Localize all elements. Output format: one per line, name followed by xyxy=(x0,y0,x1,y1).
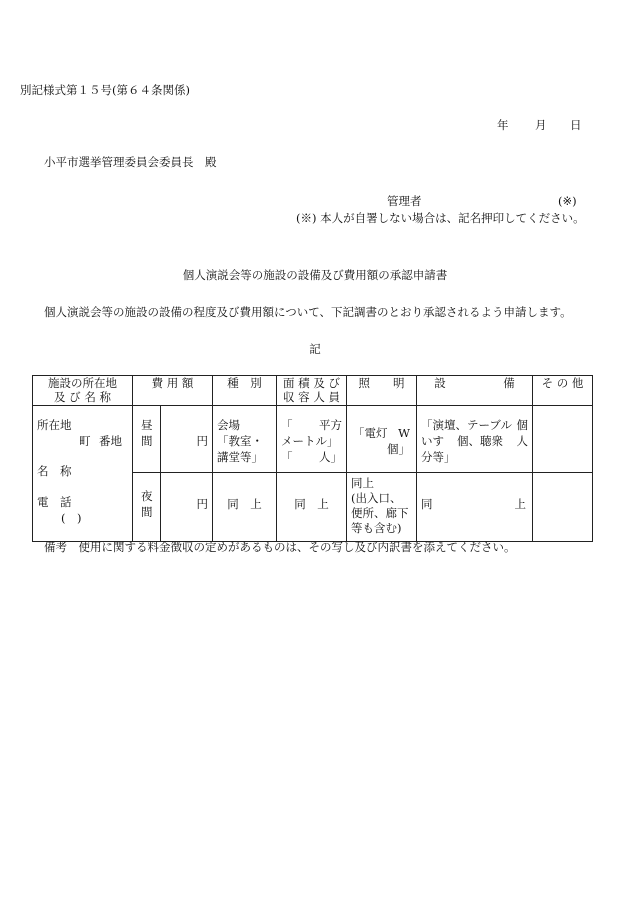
ki-label: 記 xyxy=(309,342,321,356)
night-label-line2: 間 xyxy=(141,505,153,519)
facility-table xyxy=(32,375,593,542)
header-location-line1: 施設の所在地 xyxy=(48,376,117,390)
night-area-text: 同 上 xyxy=(294,497,329,511)
day-area-cell xyxy=(277,406,347,473)
date-year-label: 年 xyxy=(497,118,509,132)
day-kind-cell xyxy=(213,406,277,473)
night-light-line2: (出入口、 xyxy=(351,491,402,505)
manager-label: 管理者 xyxy=(387,194,422,208)
header-light: 照 明 xyxy=(347,376,417,406)
header-other: そ の 他 xyxy=(533,376,593,406)
day-area-unit1: 平方 xyxy=(319,418,342,432)
table-row-day xyxy=(33,406,593,473)
intro-text: 個人演説会等の施設の設備の程度及び費用額について、下記調書のとおり承認されるよう申請します。 xyxy=(44,305,572,319)
header-equip: 設 備 xyxy=(417,376,533,406)
night-light-line4: 等も含む) xyxy=(351,521,402,535)
location-phone-paren: ( ) xyxy=(61,511,82,525)
day-area-bracket3: 「 xyxy=(281,450,293,464)
day-area-line2: メートル」 xyxy=(281,434,339,448)
table-header-row xyxy=(33,376,593,406)
night-equip-b: 上 xyxy=(514,497,526,511)
night-equip-a: 同 xyxy=(421,497,433,511)
day-equip-line3: 分等」 xyxy=(421,450,456,464)
night-light-line1: 同上 xyxy=(351,476,374,490)
header-cost: 費 用 額 xyxy=(133,376,213,406)
day-kind-line2: 「教室・ xyxy=(217,434,263,448)
day-equip-line2b: 個、聴衆 xyxy=(457,434,503,448)
day-light-cell xyxy=(347,406,417,473)
day-light-line2: 個」 xyxy=(387,442,410,456)
form-number: 別記様式第１５号(第６４条関係) xyxy=(20,83,190,97)
night-label-line1: 夜 xyxy=(141,489,153,503)
day-kind-line3: 講堂等」 xyxy=(217,450,263,464)
night-other-cell xyxy=(533,473,593,542)
location-phone-label: 電 話 xyxy=(37,495,72,509)
night-light-cell xyxy=(347,473,417,542)
header-location-line2: 及 び 名 称 xyxy=(54,390,111,404)
day-label-line1: 昼 xyxy=(141,418,153,432)
day-light-line1b: W xyxy=(398,426,410,440)
day-other-cell xyxy=(533,406,593,473)
night-area-cell xyxy=(277,473,347,542)
date-month-label: 月 xyxy=(535,118,547,132)
night-cost-cell xyxy=(161,473,213,542)
location-name-label: 名 称 xyxy=(37,464,72,478)
day-equip-line2c: 人 xyxy=(516,434,528,448)
remark-text: 備考 使用に関する料金徴収の定めがあるものは、その写し及び内訳書を添えてください。 xyxy=(44,540,516,554)
date-day-label: 日 xyxy=(570,118,582,132)
day-area-unit3: 人」 xyxy=(319,450,342,464)
day-label-line2: 間 xyxy=(141,434,153,448)
location-lot-label: 番地 xyxy=(99,434,122,448)
location-address-label: 所在地 xyxy=(37,418,72,432)
day-light-line1a: 「電灯 xyxy=(353,426,388,440)
night-label-cell xyxy=(133,473,161,542)
night-equip-cell xyxy=(417,473,533,542)
day-equip-line1a: 「演壇、テーブル xyxy=(421,418,512,432)
location-cell xyxy=(33,406,133,542)
day-area-bracket1: 「 xyxy=(281,418,293,432)
addressee: 小平市選挙管理委員会委員長 殿 xyxy=(44,155,217,169)
night-kind-text: 同 上 xyxy=(227,497,262,511)
header-area xyxy=(277,376,347,406)
day-equip-cell xyxy=(417,406,533,473)
seal-mark: (※) xyxy=(558,194,577,208)
night-yen-label: 円 xyxy=(196,497,208,511)
header-location xyxy=(33,376,133,406)
day-yen-label: 円 xyxy=(196,434,208,448)
header-area-line1: 面 積 及 び xyxy=(283,376,340,390)
day-cost-cell xyxy=(161,406,213,473)
location-town-label: 町 xyxy=(79,434,91,448)
night-light-line3: 便所、廊下 xyxy=(351,506,409,520)
day-equip-line1b: 個 xyxy=(516,418,528,432)
document-title: 個人演説会等の施設の設備及び費用額の承認申請書 xyxy=(182,268,448,282)
day-label-cell xyxy=(133,406,161,473)
header-area-line2: 収 容 人 員 xyxy=(283,390,340,404)
night-kind-cell xyxy=(213,473,277,542)
day-equip-line2a: いす xyxy=(421,434,444,448)
day-kind-line1: 会場 xyxy=(217,418,240,432)
seal-note: (※) 本人が自署しない場合は、記名押印してください。 xyxy=(296,211,585,225)
header-kind: 種 別 xyxy=(213,376,277,406)
